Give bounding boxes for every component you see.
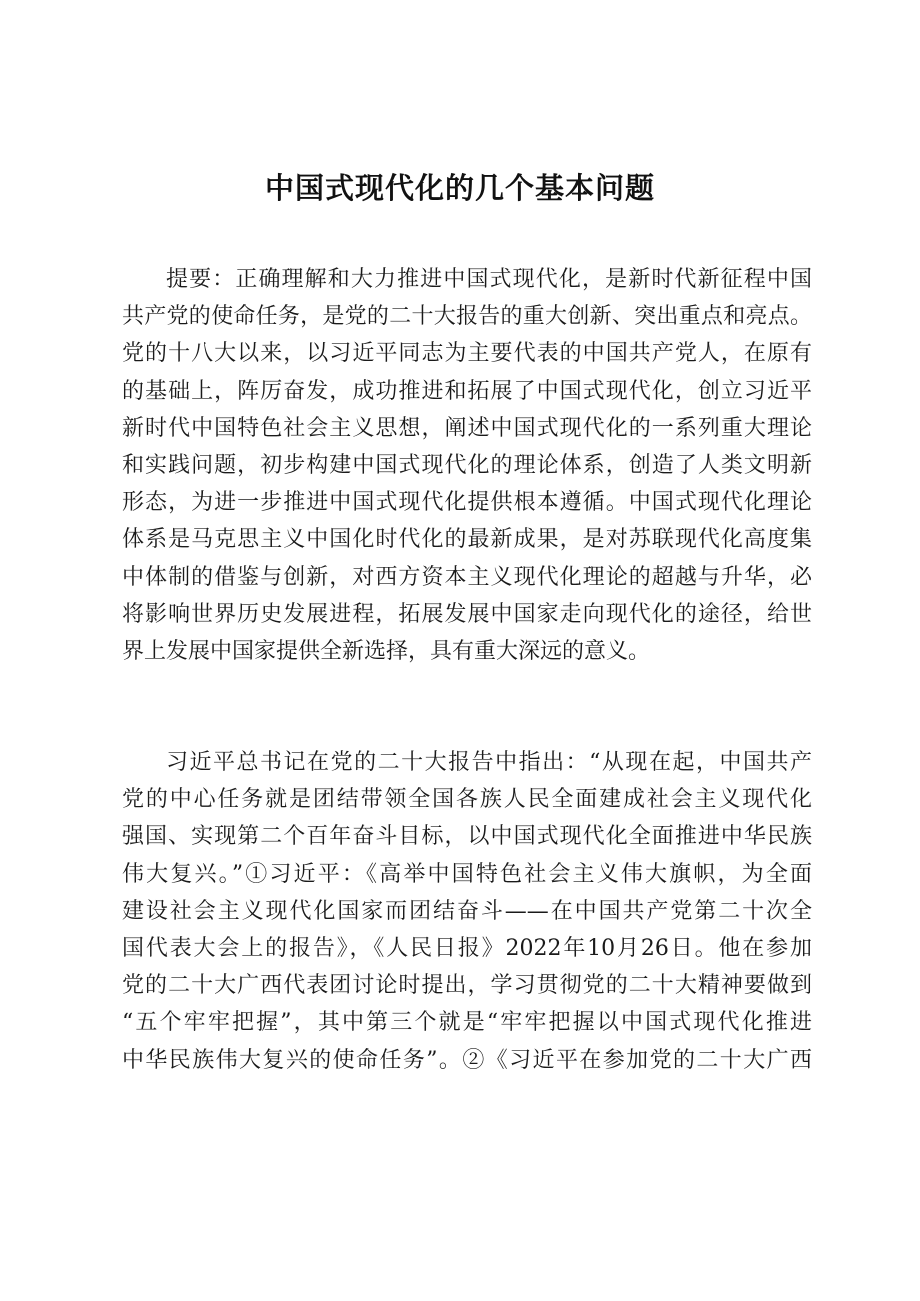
text-line: 新时代中国特色社会主义思想，阐述中国式现代化的一系列重大理论 xyxy=(122,415,812,441)
text-line: 党的二十大广西代表团讨论时提出，学习贯彻党的二十大精神要做到 xyxy=(122,973,812,999)
document-title: 中国式现代化的几个基本问题 xyxy=(264,171,655,205)
text-line: 中体制的借鉴与创新，对西方资本主义现代化理论的超越与升华，必 xyxy=(122,564,812,590)
abstract-paragraph xyxy=(122,261,812,670)
text-line: 伟大复兴。”①习近平：《高举中国特色社会主义伟大旗帜，为全面 xyxy=(122,861,812,887)
text-line: “五个牢牢把握”，其中第三个就是“牢牢把握以中国式现代化推进 xyxy=(122,1010,812,1036)
text-line: 党的中心任务就是团结带领全国各族人民全面建成社会主义现代化 xyxy=(122,787,812,813)
text-line: 界上发展中国家提供全新选择，具有重大深远的意义。 xyxy=(122,638,651,664)
body-paragraph xyxy=(122,744,812,1079)
text-line: 习近平总书记在党的二十大报告中指出：“从现在起，中国共产 xyxy=(166,750,812,775)
text-line: 的基础上，阵厉奋发，成功推进和拓展了中国式现代化，创立习近平 xyxy=(122,378,812,404)
text-line: 形态，为进一步推进中国式现代化提供根本遵循。中国式现代化理论 xyxy=(122,490,812,516)
text-line: 和实践问题，初步构建中国式现代化的理论体系，创造了人类文明新 xyxy=(122,452,812,478)
text-line: 共产党的使命任务，是党的二十大报告的重大创新、突出重点和亮点。 xyxy=(122,304,812,330)
text-line: 党的十八大以来，以习近平同志为主要代表的中国共产党人，在原有 xyxy=(122,341,812,367)
text-line: 将影响世界历史发展进程，拓展发展中国家走向现代化的途径，给世 xyxy=(122,601,812,627)
text-line: 国代表大会上的报告》，《人民日报》2022年10月26日。他在参加 xyxy=(122,935,812,961)
text-line: 体系是马克思主义中国化时代化的最新成果，是对苏联现代化高度集 xyxy=(122,527,812,553)
text-line: 强国、实现第二个百年奋斗目标，以中国式现代化全面推进中华民族 xyxy=(122,824,812,850)
text-line: 中华民族伟大复兴的使命任务”。②《习近平在参加党的二十大广西 xyxy=(122,1047,812,1073)
text-line: 提要：正确理解和大力推进中国式现代化，是新时代新征程中国 xyxy=(166,267,812,292)
text-line: 建设社会主义现代化国家而团结奋斗——在中国共产党第二十次全 xyxy=(122,898,812,924)
